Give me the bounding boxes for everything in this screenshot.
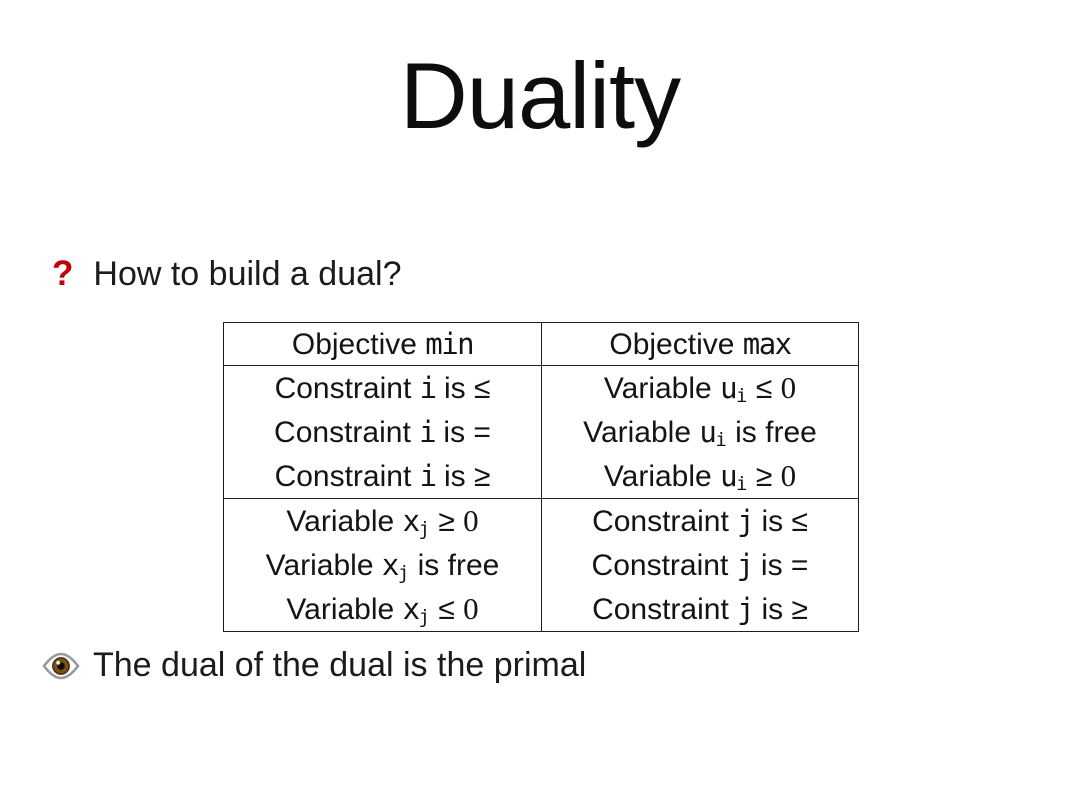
duality-table bbox=[223, 322, 859, 632]
text-segment: 0 bbox=[463, 591, 479, 626]
text-segment: max bbox=[742, 327, 791, 361]
text-segment: u bbox=[720, 371, 737, 405]
text-segment: x bbox=[381, 548, 398, 582]
text-segment: Variable bbox=[603, 372, 721, 405]
text-segment: Constraint bbox=[274, 416, 420, 449]
table-row bbox=[224, 498, 858, 631]
text-segment: is ≥ bbox=[753, 593, 808, 626]
text-segment: ≥ bbox=[429, 505, 464, 538]
text-segment: i bbox=[419, 415, 436, 449]
text-segment: i bbox=[419, 371, 436, 405]
text-segment: Constraint bbox=[592, 505, 738, 538]
text-segment: u bbox=[720, 459, 737, 493]
text-segment: Variable bbox=[603, 460, 721, 493]
cell-line bbox=[224, 499, 541, 543]
question-mark-bullet: ? bbox=[52, 254, 74, 293]
text-segment: i bbox=[715, 429, 727, 451]
text-segment: Constraint bbox=[274, 460, 420, 493]
note-text: The dual of the dual is the primal bbox=[93, 646, 587, 684]
table-cell bbox=[224, 499, 541, 631]
table-cell bbox=[541, 366, 858, 498]
text-segment: i bbox=[736, 473, 748, 495]
cell-line bbox=[542, 410, 858, 454]
text-segment: Constraint bbox=[592, 593, 738, 626]
text-segment: j bbox=[397, 562, 410, 584]
header-cell-min bbox=[224, 323, 541, 365]
table-cell bbox=[224, 366, 541, 498]
text-segment: j bbox=[418, 606, 430, 628]
text-segment: ≤ bbox=[747, 372, 781, 405]
text-segment: Objective bbox=[291, 328, 426, 361]
page-title: Duality bbox=[399, 43, 681, 148]
cell-line bbox=[224, 587, 541, 631]
text-segment: is ≤ bbox=[753, 505, 808, 538]
cell-line bbox=[542, 454, 858, 498]
note-row bbox=[42, 646, 586, 685]
text-segment: Objective bbox=[609, 328, 743, 361]
cell-line bbox=[542, 543, 858, 587]
text-segment: Variable bbox=[583, 416, 700, 449]
text-segment: Constraint bbox=[274, 372, 420, 405]
question-text: How to build a dual? bbox=[93, 255, 402, 293]
text-segment: ≤ bbox=[429, 593, 464, 626]
text-segment: j bbox=[737, 592, 754, 626]
text-segment: is ≥ bbox=[435, 460, 491, 493]
text-segment: min bbox=[425, 327, 474, 361]
text-segment: x bbox=[402, 504, 419, 538]
text-segment: j bbox=[736, 548, 753, 582]
cell-line bbox=[542, 366, 858, 410]
text-segment: Variable bbox=[286, 505, 403, 538]
text-segment: i bbox=[736, 385, 748, 407]
text-segment: Constraint bbox=[591, 549, 737, 582]
text-segment: is = bbox=[435, 416, 491, 449]
text-segment: Variable bbox=[265, 549, 382, 582]
cell-line bbox=[224, 543, 541, 587]
header-line bbox=[224, 323, 541, 365]
cell-line bbox=[542, 587, 858, 631]
text-segment: u bbox=[699, 415, 716, 449]
text-segment: ≥ bbox=[747, 460, 781, 493]
text-segment: is ≤ bbox=[435, 372, 491, 405]
cell-line bbox=[224, 410, 541, 454]
text-segment: i bbox=[419, 459, 436, 493]
text-segment: x bbox=[402, 592, 419, 626]
text-segment: is free bbox=[726, 416, 817, 449]
text-segment: Variable bbox=[286, 593, 403, 626]
header-line bbox=[542, 323, 858, 365]
text-segment: 0 bbox=[780, 458, 797, 493]
cell-line bbox=[224, 454, 541, 498]
text-segment: 0 bbox=[780, 370, 797, 405]
cell-line bbox=[542, 499, 858, 543]
text-segment: is = bbox=[752, 549, 809, 582]
table-header-row bbox=[224, 323, 858, 365]
text-segment: j bbox=[737, 504, 754, 538]
text-segment: j bbox=[418, 518, 430, 540]
text-segment: is free bbox=[409, 549, 500, 582]
table-cell bbox=[541, 499, 858, 631]
question-row bbox=[52, 254, 401, 294]
text-segment: 0 bbox=[463, 503, 479, 538]
eye-icon bbox=[42, 651, 80, 681]
table-row bbox=[224, 365, 858, 498]
header-cell-max bbox=[541, 323, 858, 365]
cell-line bbox=[224, 366, 541, 410]
